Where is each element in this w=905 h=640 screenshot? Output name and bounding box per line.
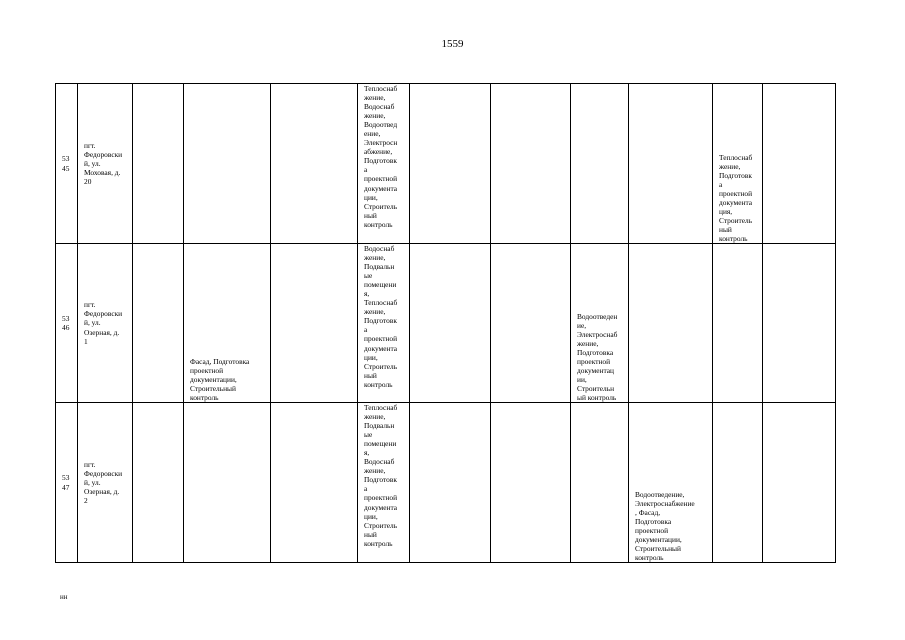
- works-cell: Фасад, Подготовка проектной документации, Строительный контроль: [184, 244, 271, 403]
- works-cell: [763, 403, 836, 563]
- address-cell: пгт. Федоровски й, ул. Озерная, д. 1: [78, 244, 133, 403]
- empty-cell: [133, 84, 184, 244]
- works-cell: [271, 244, 358, 403]
- works-cell: [491, 403, 571, 563]
- table-row: [56, 244, 836, 403]
- works-cell: Водоотведение, Электроснабжение , Фасад, Подготовка проектной документации, Строительный контроль: [629, 403, 713, 563]
- row-number: 53 45: [56, 84, 78, 244]
- works-cell: [629, 84, 713, 244]
- works-cell: [271, 403, 358, 563]
- works-cell: [571, 403, 629, 563]
- works-cell: [410, 403, 491, 563]
- row-number: 53 46: [56, 244, 78, 403]
- works-cell: Водоснаб жение, Подвальн ые помещени я, Теплоснаб жение, Подготовк а проектной документа ции, Строитель ный контроль: [358, 244, 410, 403]
- address-cell: пгт. Федоровски й, ул. Озерная, д. 2: [78, 403, 133, 563]
- footer-text: нн: [60, 593, 68, 601]
- table-row: [56, 84, 836, 244]
- works-cell: Водоотведен ие, Электроснаб жение, Подготовка проектной документац ии, Строительн ый контроль: [571, 244, 629, 403]
- works-cell: Теплоснаб жение, Подготовк а проектной документа ция, Строитель ный контроль: [713, 84, 763, 244]
- works-cell: [491, 244, 571, 403]
- works-cell: [271, 84, 358, 244]
- works-cell: [629, 244, 713, 403]
- works-cell: Теплоснаб жение, Подвальн ые помещени я, Водоснаб жение, Подготовк а проектной документа ции, Строитель ный контроль: [358, 403, 410, 563]
- works-cell: [410, 244, 491, 403]
- repair-schedule-table: [55, 83, 836, 563]
- works-cell: [763, 84, 836, 244]
- empty-cell: [133, 244, 184, 403]
- works-cell: [184, 403, 271, 563]
- empty-cell: [133, 403, 184, 563]
- row-number: 53 47: [56, 403, 78, 563]
- works-cell: [763, 244, 836, 403]
- works-cell: [713, 403, 763, 563]
- works-cell: [491, 84, 571, 244]
- address-cell: пгт. Федоровски й, ул. Моховая, д. 20: [78, 84, 133, 244]
- works-cell: Теплоснаб жение, Водоснаб жение, Водоотвед ение, Электросн абжение, Подготовк а проектной документа ции, Строитель ный контроль: [358, 84, 410, 244]
- works-cell: [571, 84, 629, 244]
- table-row: [56, 403, 836, 563]
- works-cell: [184, 84, 271, 244]
- works-cell: [410, 84, 491, 244]
- page-number: 1559: [441, 38, 464, 50]
- works-cell: [713, 244, 763, 403]
